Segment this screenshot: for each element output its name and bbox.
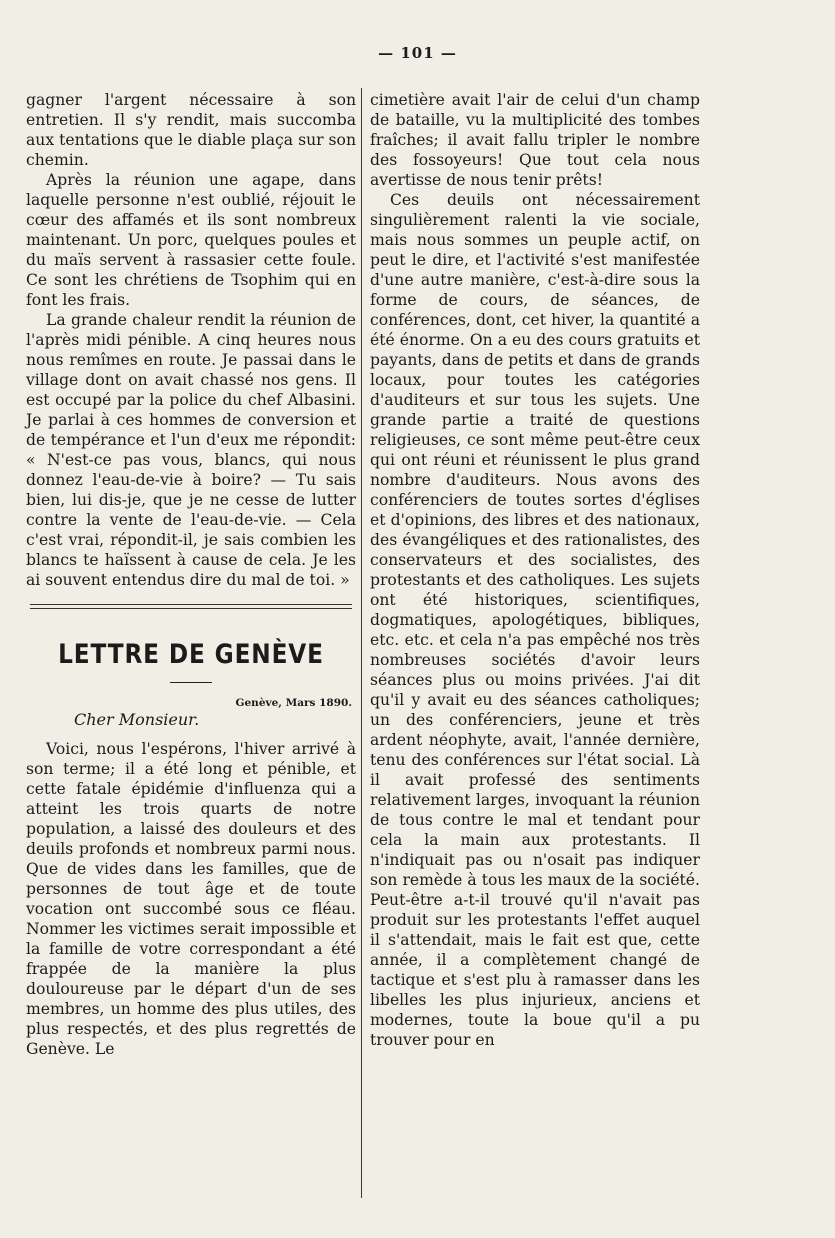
left-paragraph-afternoon: La grande chaleur rendit la réunion de l'après midi pénible. A cinq heures nous nous remîmes en route. Je passai dans le village dont on avait chassé nos gens. Il est occupé par la police du chef Albasini. Je parlai à ces hommes de conversion et de tempérance et l'un d'eux me répondit: « N'est-ce pas vous, blancs, qui nous donnez l'eau-de-vie à boire? — Tu sais bien, lui dis-je, que je ne cesse de lutter contre la vente de l'eau-de-vie. — Cela c'est vrai, répondit-il, je sais combien les blancs te haïssent à cause de cela. Je les ai souvent entendus dire du mal de toi. » bbox=[26, 311, 356, 589]
section-divider bbox=[30, 604, 352, 609]
headline-underline bbox=[170, 682, 212, 683]
article-headline: LETTRE DE GENÈVE bbox=[58, 639, 324, 670]
left-paragraph-agape: Après la réunion une agape, dans laquelle personne n'est oublié, réjouit le cœur des affamés et ils sont nombreux maintenant. Un porc, quelques poules et du maïs servent à rassasier cette foule. Ce sont les chrétiens de Tsophim qui en font les frais. bbox=[26, 171, 356, 309]
right-paragraph-cemetery: cimetière avait l'air de celui d'un champ de bataille, vu la multiplicité des tombes fraîches; il avait fallu tripler le nombre des fossoyeurs! Que tout cela nous avertisse de nous tenir prêts! bbox=[370, 91, 700, 189]
left-paragraph-continuation: gagner l'argent nécessaire à son entretien. Il s'y rendit, mais succomba aux tentations que le diable plaça sur son chemin. bbox=[26, 91, 356, 169]
column-separator bbox=[361, 88, 362, 1198]
right-paragraph-conferences: Ces deuils ont nécessairement singulièrement ralenti la vie sociale, mais nous sommes un peuple actif, on peut le dire, et l'activité s'est manifestée d'une autre manière, c'est-à-dire sous la forme de cours, de séances, de conférences, dont, cet hiver, la quantité a été énorme. On a eu des cours gratuits et payants, dans de petits et dans de grands locaux, pour toutes les catégories d'auditeurs et sur tous les sujets. Une grande partie a traité de questions religieuses, ce sont même peut-être ceux qui ont réuni et réunissent le plus grand nombre d'auditeurs. Nous avons des conférenciers de toutes sortes d'églises et d'opinions, des libres et des nationaux, des évangéliques et des rationalistes, des conservateurs et des socialistes, des protestants et des catholiques. Les sujets ont été historiques, scientifiques, dogmatiques, apologétiques, bibliques, etc. etc. et cela n'a pas empêché nos très nombreuses sociétés d'avoir leurs séances plus ou moins privées. J'ai dit qu'il y avait eu des séances catholiques; un des conférenciers, jeune et très ardent néophyte, avait, l'année dernière, tenu des conférences sur l'état social. Là il avait professé des sentiments relativement larges, invoquant la réunion de tous contre le mal et tendant pour cela la main aux protestants. Il n'indiquait pas ou n'osait pas indiquer son remède à tous les maux de la société. Peut-être a-t-il trouvé qu'il n'avait pas produit sur les protestants l'effet auquel il s'attendait, mais le fait est que, cette année, il a complètement changé de tactique et s'est plu à ramasser dans les libelles les plus injurieux, anciens et modernes, toute la boue qu'il a pu trouver pour en bbox=[370, 191, 700, 1049]
right-column bbox=[370, 90, 700, 1050]
page-number: — 101 — bbox=[378, 44, 457, 62]
left-column bbox=[26, 90, 356, 1059]
article-body-opening: Voici, nous l'espérons, l'hiver arrivé à son terme; il a été long et pénible, et cette fatale épidémie d'influenza qui a atteint les trois quarts de notre population, a laissé des douleurs et des deuils profonds et nombreux parmi nous. Que de vides dans les familles, que de personnes de tout âge et de toute vocation ont succombé sous ce fléau. Nommer les victimes serait impossible et la famille de votre correspondant a été frappée de la manière la plus douloureuse par le départ d'un de ses membres, un homme des plus utiles, des plus respectés, et des plus regrettés de Genève. Le bbox=[26, 740, 356, 1058]
article-salutation: Cher Monsieur. bbox=[74, 710, 200, 729]
article-dateline: Genève, Mars 1890. bbox=[235, 697, 352, 709]
